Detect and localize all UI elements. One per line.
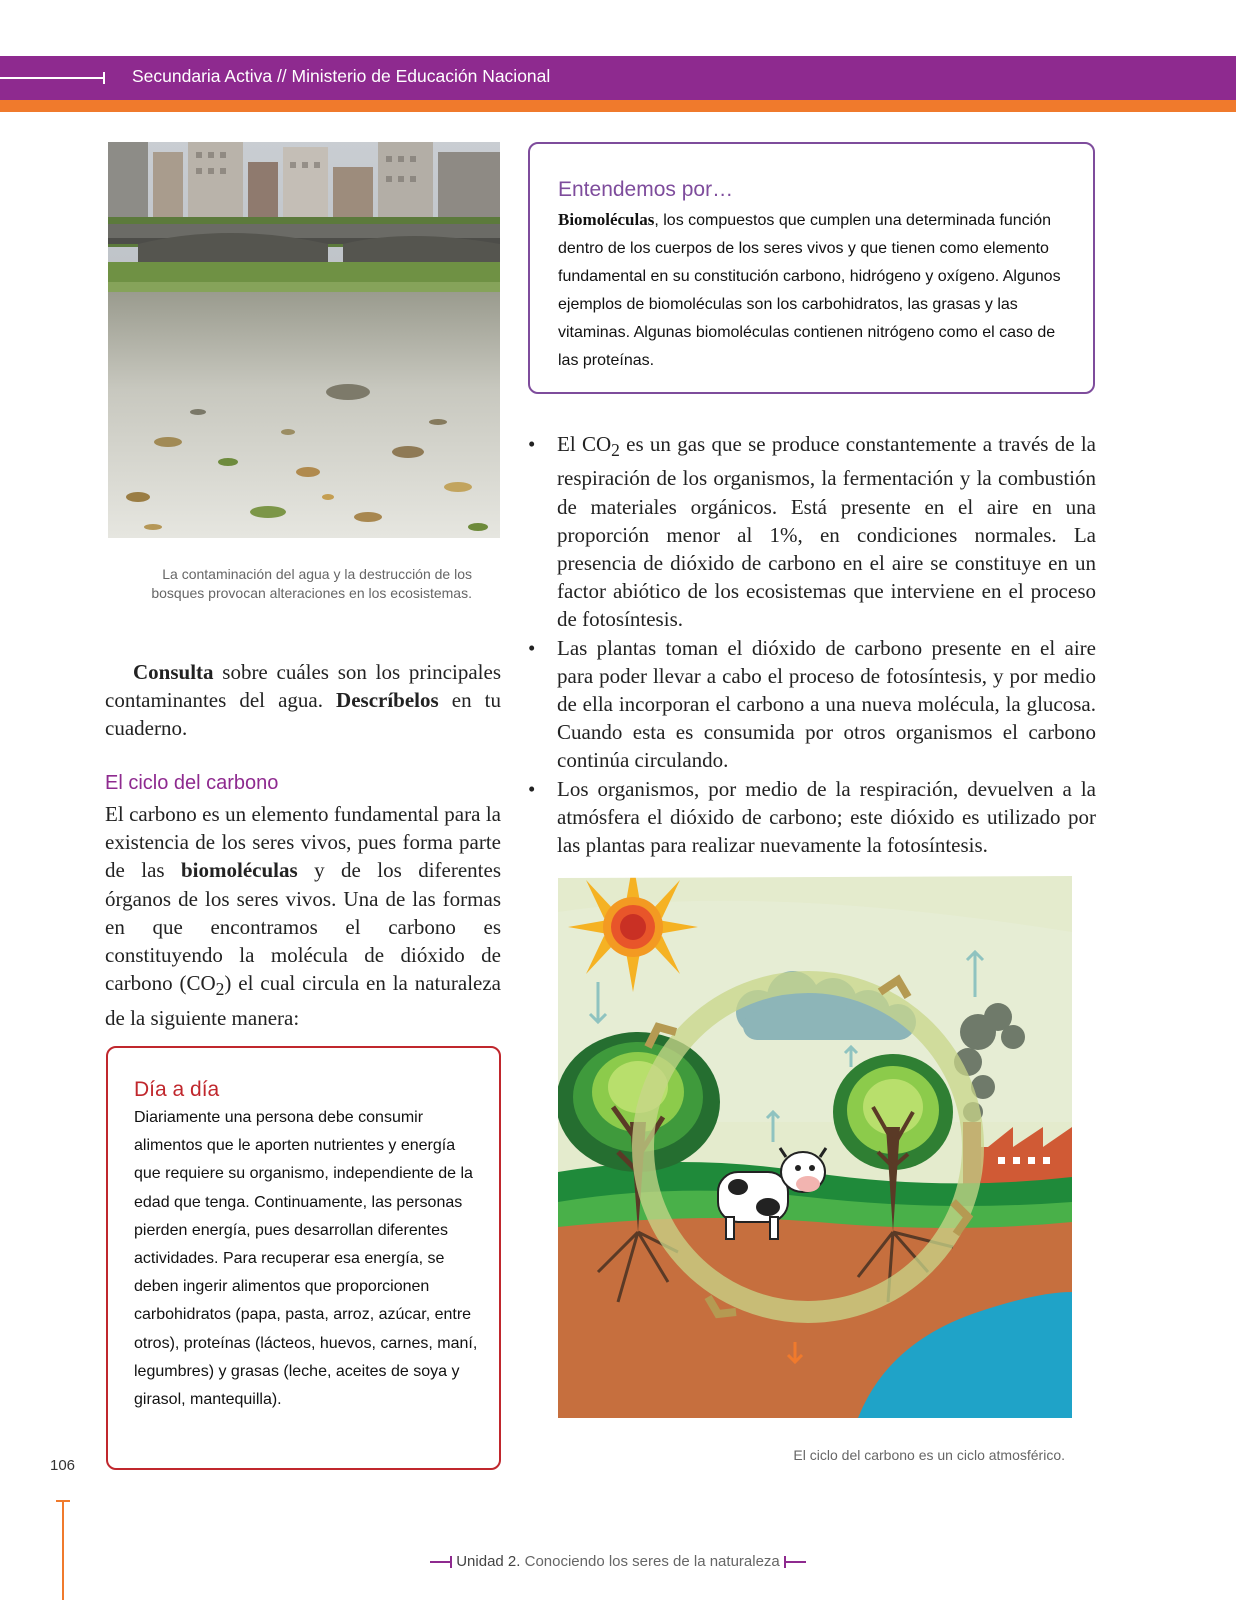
polluted-river-photo bbox=[108, 142, 500, 538]
footer-unit: Unidad 2. bbox=[456, 1553, 521, 1570]
biomoleculas-bold: biomoléculas bbox=[181, 858, 298, 883]
footer-bar-right bbox=[784, 1561, 806, 1563]
definition-body: , los compuestos que cumplen una determinada función dentro de los cuerpos de los seres vivos y que tienen como elemento fundamental en su constitución carbono, hidrógeno y oxígeno. Algunos ejemplos de biomoléculas son los carbohidratos, las grasas y las vitaminas. Algunas biomoléculas contienen nitrógeno como el caso de las proteínas. bbox=[558, 212, 1061, 369]
bullet-dot: • bbox=[528, 776, 536, 801]
definition-term: Biomoléculas bbox=[558, 210, 655, 229]
page-number: 106 bbox=[50, 1457, 76, 1474]
diagram-caption: El ciclo del carbono es un ciclo atmosférico. bbox=[793, 1447, 1065, 1463]
dia-a-dia-text: Diariamente una persona debe consumir alimentos que le aporten nutrientes y energía que requiere su organismo, independiente de la edad que tenga. Continuamente, las personas pierden energía, pues desarrollan diferentes actividades. Para recuperar esa energía, se deben ingerir alimentos que proporcionen carbohidratos (papa, pasta, arroz, azúcar, entre otros), proteínas (lácteos, huevos, carnes, maní, legumbres) y grasas (leche, aceites de soya y girasol, mantequilla). bbox=[134, 1109, 478, 1409]
carbon-text-1: El carbono es un elemento fundamental para la existencia de los seres vivos, pues forma parte de las bbox=[105, 802, 501, 883]
co2-subscript: 2 bbox=[215, 979, 225, 1000]
photo-caption: La contaminación del agua y la destrucción de los bosques provocan alteraciones en los ecosistemas. bbox=[151, 566, 472, 601]
footer-bar-left bbox=[430, 1561, 452, 1563]
dia-a-dia-box bbox=[106, 1046, 501, 1470]
side-tick bbox=[56, 1500, 70, 1502]
describelos-bold: Descríbelos bbox=[336, 688, 439, 713]
consulta-bold: Consulta bbox=[133, 660, 214, 684]
bullet-text-end: es un gas que se produce constantemente a través de la respiración de los organismos, la fermentación y la combustión de materiales orgánicos. Está presente en el aire en una proporción menor al 1%, en condiciones normales. La presencia de dióxido de carbono en el aire se constituye en un factor abiótico de los ecosistemas que interviene en el proceso de fotosíntesis. bbox=[557, 432, 1096, 632]
header-tick bbox=[103, 72, 105, 84]
consulta-text: sobre cuáles son los principales contaminantes del agua. bbox=[105, 660, 501, 713]
definition-box bbox=[528, 142, 1095, 394]
bullet-dot: • bbox=[528, 635, 536, 660]
bullet-dot: • bbox=[528, 432, 536, 456]
side-line bbox=[62, 1500, 64, 1600]
definition-text bbox=[558, 206, 1067, 375]
consulta-paragraph bbox=[105, 658, 501, 743]
header-line bbox=[0, 77, 104, 79]
list-item bbox=[528, 775, 1096, 860]
bullet-text: Las plantas toman el dióxido de carbono presente en el aire para poder llevar a cabo el proceso de fotosíntesis, y por medio de ella incorporan el carbono a una nueva molécula, la glucosa. Cuando esta es consumida por otros organismos el carbono continúa circulando. bbox=[557, 635, 1096, 773]
list-item bbox=[528, 430, 1096, 634]
carbon-cycle-illustration bbox=[558, 872, 1072, 1418]
list-item bbox=[528, 634, 1096, 775]
co2-subscript: 2 bbox=[611, 440, 620, 461]
dia-a-dia-title: Día a día bbox=[134, 1078, 220, 1101]
bullet-list bbox=[528, 430, 1096, 859]
bullet-text: El CO bbox=[557, 432, 612, 456]
footer-title: Conociendo los seres de la naturaleza bbox=[520, 1553, 780, 1570]
bullet-text: Los organismos, por medio de la respiración, devuelven a la atmósfera el dióxido de carbono; este dióxido es utilizado por las plantas para realizar nuevamente la fotosíntesis. bbox=[557, 776, 1096, 858]
header-stripe bbox=[0, 100, 1236, 112]
carbon-cycle-paragraph bbox=[105, 800, 501, 1032]
section-title: El ciclo del carbono bbox=[105, 772, 279, 794]
footer bbox=[0, 1553, 1236, 1570]
carbon-text-3: ) el cual circula en la naturaleza de la siguiente manera: bbox=[105, 971, 501, 1030]
consulta-text-end: en tu cuaderno. bbox=[105, 688, 501, 741]
definition-title: Entendemos por… bbox=[558, 178, 734, 201]
carbon-text-2: y de los diferentes órganos de los seres vivos. Una de las formas en que encontramos el carbono es constituyendo la molécula de dióxido de carbono (CO bbox=[105, 858, 501, 996]
header-title: Secundaria Activa // Ministerio de Educación Nacional bbox=[132, 66, 551, 86]
